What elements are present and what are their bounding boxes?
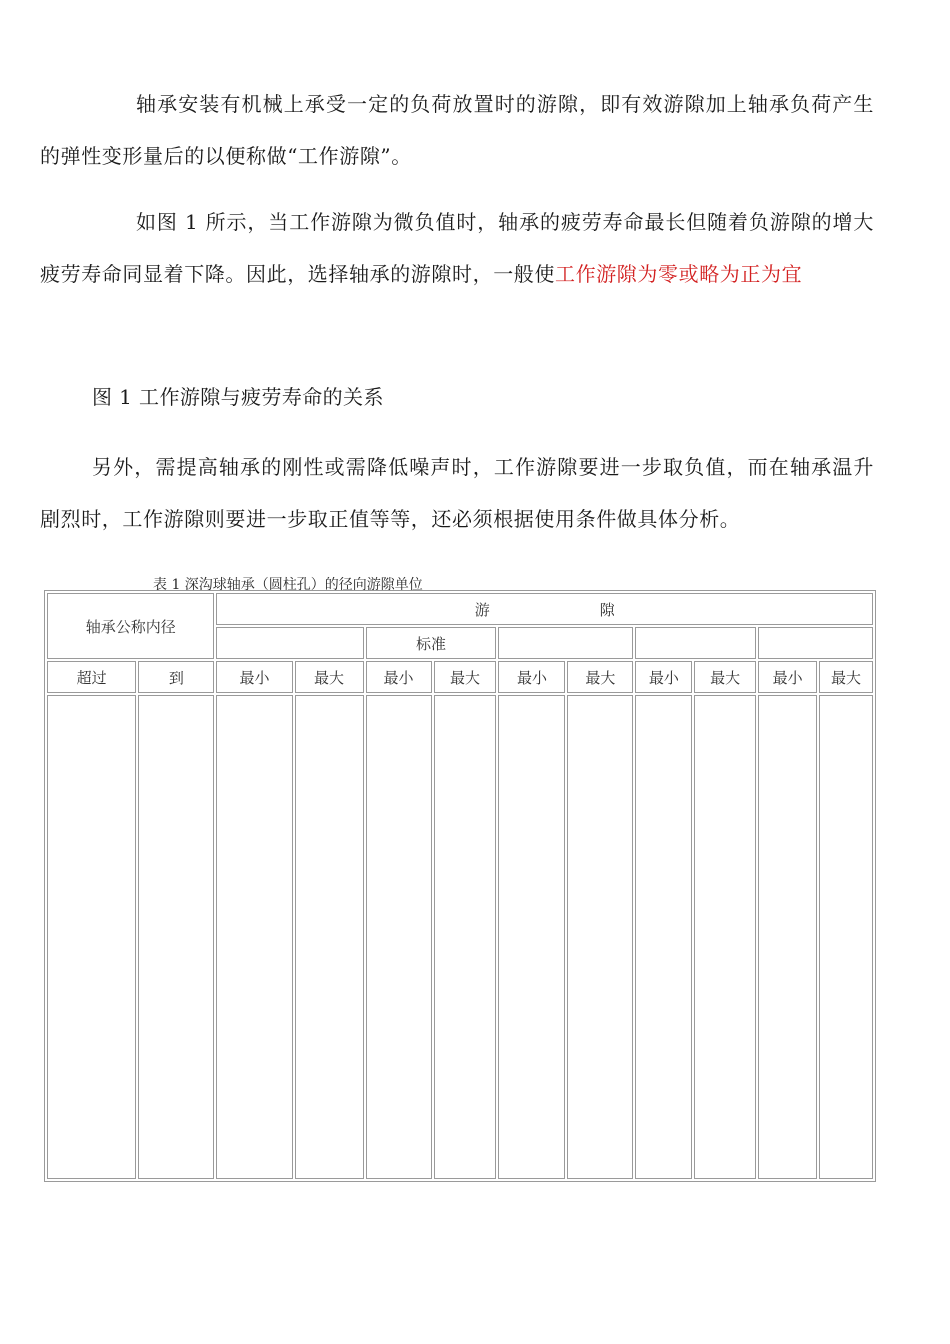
- table-caption: 表 1 深沟球轴承（圆柱孔）的径向游隙单位: [153, 577, 423, 593]
- table-cell: [216, 695, 292, 1179]
- col-header-to: 到: [138, 661, 214, 693]
- col-header-over: 超过: [47, 661, 136, 693]
- group-label-5: [758, 627, 873, 659]
- table-cell: [694, 695, 756, 1179]
- paragraph-working-clearance-definition: 轴承安装有机械上承受一定的负荷放置时的游隙，即有效游隙加上轴承负荷产生的弹性变形量后的以便称做“工作游隙”。: [40, 92, 874, 168]
- col-header-min: 最小: [498, 661, 565, 693]
- col-header-max: 最大: [694, 661, 756, 693]
- radial-clearance-table: [44, 590, 876, 1182]
- table-cell: [138, 695, 214, 1179]
- col-header-max: 最大: [295, 661, 364, 693]
- table-row: [47, 695, 873, 1179]
- col-header-min: 最小: [758, 661, 817, 693]
- header-clearance-left: 游: [474, 600, 490, 619]
- figure-caption: 图 1 工作游隙与疲劳寿命的关系: [92, 385, 384, 409]
- col-header-max: 最大: [567, 661, 633, 693]
- paragraph-fatigue-life: [40, 196, 874, 300]
- table-cell: [434, 695, 497, 1179]
- table-cell: [295, 695, 364, 1179]
- table-cell: [635, 695, 692, 1179]
- header-nominal-bore-diameter: 轴承公称内径: [47, 593, 214, 659]
- table-cell: [819, 695, 873, 1179]
- table-cell: [47, 695, 136, 1179]
- header-clearance-right: 隙: [599, 600, 615, 619]
- group-label-4: [635, 627, 756, 659]
- table-cell: [758, 695, 817, 1179]
- col-header-max: 最大: [434, 661, 497, 693]
- col-header-min: 最小: [216, 661, 292, 693]
- highlighted-recommendation: 工作游隙为零或略为正为宜: [555, 262, 803, 286]
- header-clearance: [216, 593, 873, 625]
- table-cell: [366, 695, 432, 1179]
- table-cell: [567, 695, 633, 1179]
- paragraph-additional-notes: 另外，需提高轴承的刚性或需降低噪声时，工作游隙要进一步取负值，而在轴承温升剧烈时，工作游隙则要进一步取正值等等，还必须根据使用条件做具体分析。: [40, 455, 874, 531]
- table-cell: [498, 695, 565, 1179]
- group-label-standard: 标准: [366, 627, 497, 659]
- col-header-min: 最小: [366, 661, 432, 693]
- col-header-max: 最大: [819, 661, 873, 693]
- paragraph-fatigue-life-text: 如图 1 所示，当工作游隙为微负值时，轴承的疲劳寿命最长但随着负游隙的增大疲劳寿命同显着下降。因此，选择轴承的游隙时，一般使: [40, 210, 874, 286]
- group-label-1: [216, 627, 363, 659]
- col-header-min: 最小: [635, 661, 692, 693]
- group-label-3: [498, 627, 633, 659]
